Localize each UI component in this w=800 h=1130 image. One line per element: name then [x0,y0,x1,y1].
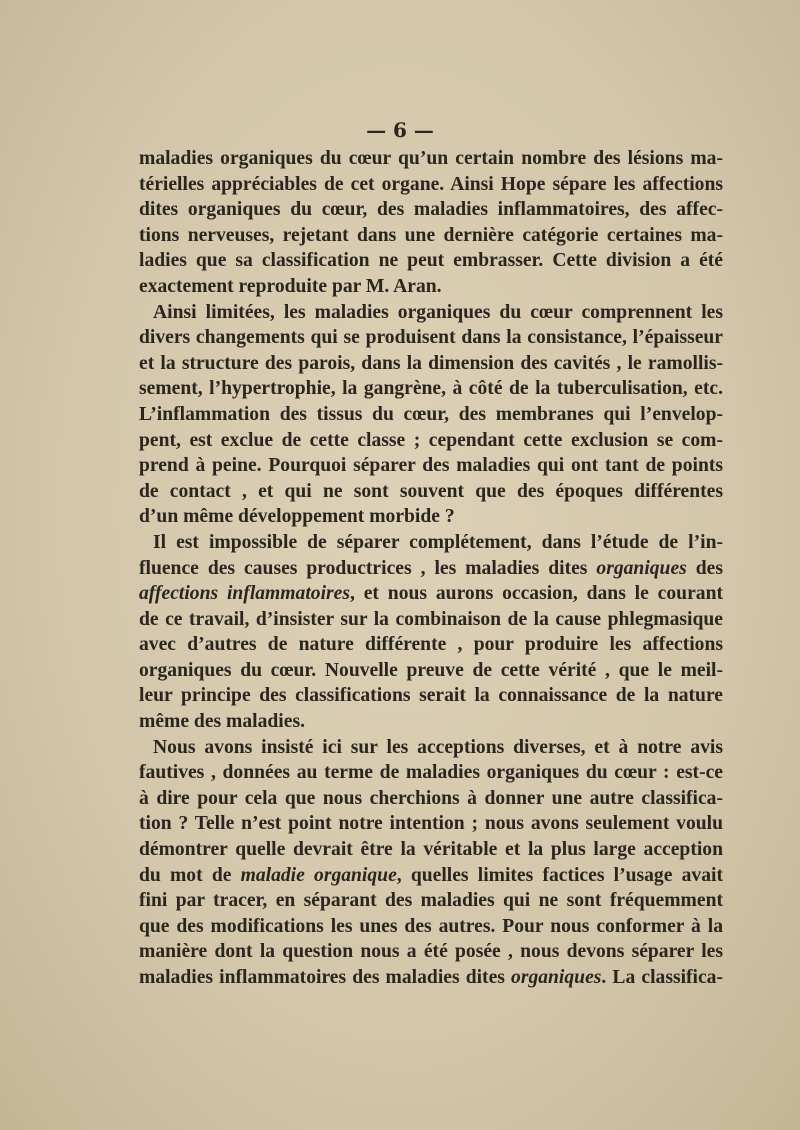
text-run: à dire pour cela que nous cherchions à donner une autre classifica- [139,787,723,809]
text-line [139,248,723,274]
text-line [139,863,723,889]
text-run: ladies que sa classification ne peut embrasser. Cette division a été [139,250,723,272]
text-run: fini par tracer, en séparant des maladies qui ne sont fréquemment [139,890,723,912]
text-run: térielles appréciables de cet organe. Ainsi Hope sépare les affections [139,173,723,195]
text-line [139,965,723,991]
text-run: du mot de [139,864,241,886]
text-run: maladies organiques du cœur qu’un certain nombre des lésions ma- [139,148,723,169]
text-run: organiques du cœur. Nouvelle preuve de cette vérité , que le meil- [139,659,723,681]
text-run: fluence des causes productrices , les maladies dites [139,557,597,579]
text-line [139,607,723,633]
text-line [139,504,723,530]
italic-text: affections inflammatoires [139,583,350,605]
text-line [139,837,723,863]
text-line [139,376,723,402]
text-run: maladies inflammatoires des maladies dites [139,967,512,988]
page-number: — 6 — [366,118,434,142]
text-run: exactement reproduite par M. Aran. [139,275,442,297]
text-run: d’un même développement morbide ? [139,506,455,528]
text-run: fautives , données au terme de maladies organiques du cœur : est-ce [139,762,723,784]
text-line [139,300,723,326]
text-line [139,325,723,351]
text-line [139,709,723,735]
text-line [139,402,723,428]
text-line [139,658,723,684]
text-run: sement, l’hypertrophie, la gangrène, à côté de la tuberculisation, etc. [139,378,723,400]
text-line [139,939,723,965]
text-line [139,223,723,249]
italic-text: organiques [511,967,602,988]
italic-text: organiques [596,557,687,579]
text-line [139,530,723,556]
text-line [139,556,723,582]
text-run: tions nerveuses, rejetant dans une dernière catégorie certaines ma- [139,224,723,246]
text-run: divers changements qui se produisent dans la consistance, l’épaisseur [139,327,723,349]
text-line [139,683,723,709]
text-line [139,735,723,761]
text-line [139,914,723,940]
text-line [139,786,723,812]
text-run: Ainsi limitées, les maladies organiques du cœur comprennent les [153,301,723,323]
text-run: des [686,557,723,579]
text-run: prend à peine. Pourquoi séparer des maladies qui ont tant de points [139,455,723,477]
text-run: . La classifica- [601,967,724,988]
text-line [139,479,723,505]
text-line [139,811,723,837]
text-run: Il est impossible de séparer complétement, dans l’étude de l’in- [153,531,723,553]
text-run: pent, est exclue de cette classe ; cependant cette exclusion se com- [139,429,723,451]
text-line [139,632,723,658]
text-run: Nous avons insisté ici sur les acceptions diverses, et à notre avis [153,736,723,758]
text-line [139,172,723,198]
text-line [139,760,723,786]
text-run: de ce travail, d’insister sur la combinaison de la cause phlegmasique [139,608,723,630]
text-run: et la structure des parois, dans la dimension des cavités , le ramollis- [139,352,723,374]
text-line [139,428,723,454]
text-run: même des maladies. [139,711,305,733]
text-run: de contact , et qui ne sont souvent que des époques différentes [139,480,723,502]
text-run: avec d’autres de nature différente , pour produire les affections [139,634,723,656]
body-text [139,146,723,991]
text-line [139,888,723,914]
text-run: L’inflammation des tissus du cœur, des membranes qui l’envelop- [139,403,723,425]
text-run: que des modifications les unes des autres. Pour nous conformer à la [139,915,723,937]
text-line [139,274,723,300]
text-run: démontrer quelle devrait être la véritable et la plus large acception [139,839,723,861]
text-run: dites organiques du cœur, des maladies inflammatoires, des affec- [139,199,723,221]
text-run: , et nous aurons occasion, dans le courant [349,583,723,605]
text-line [139,351,723,377]
italic-text: maladie organique [240,864,397,886]
text-line [139,581,723,607]
text-line [139,453,723,479]
text-run: manière dont la question nous a été posée , nous devons séparer les [139,941,723,963]
text-line [139,146,723,172]
text-run: , quelles limites factices l’usage avait [396,864,723,886]
text-run: leur principe des classifications serait la connaissance de la nature [139,685,723,707]
text-run: tion ? Telle n’est point notre intention ; nous avons seulement voulu [139,813,723,835]
text-line [139,197,723,223]
